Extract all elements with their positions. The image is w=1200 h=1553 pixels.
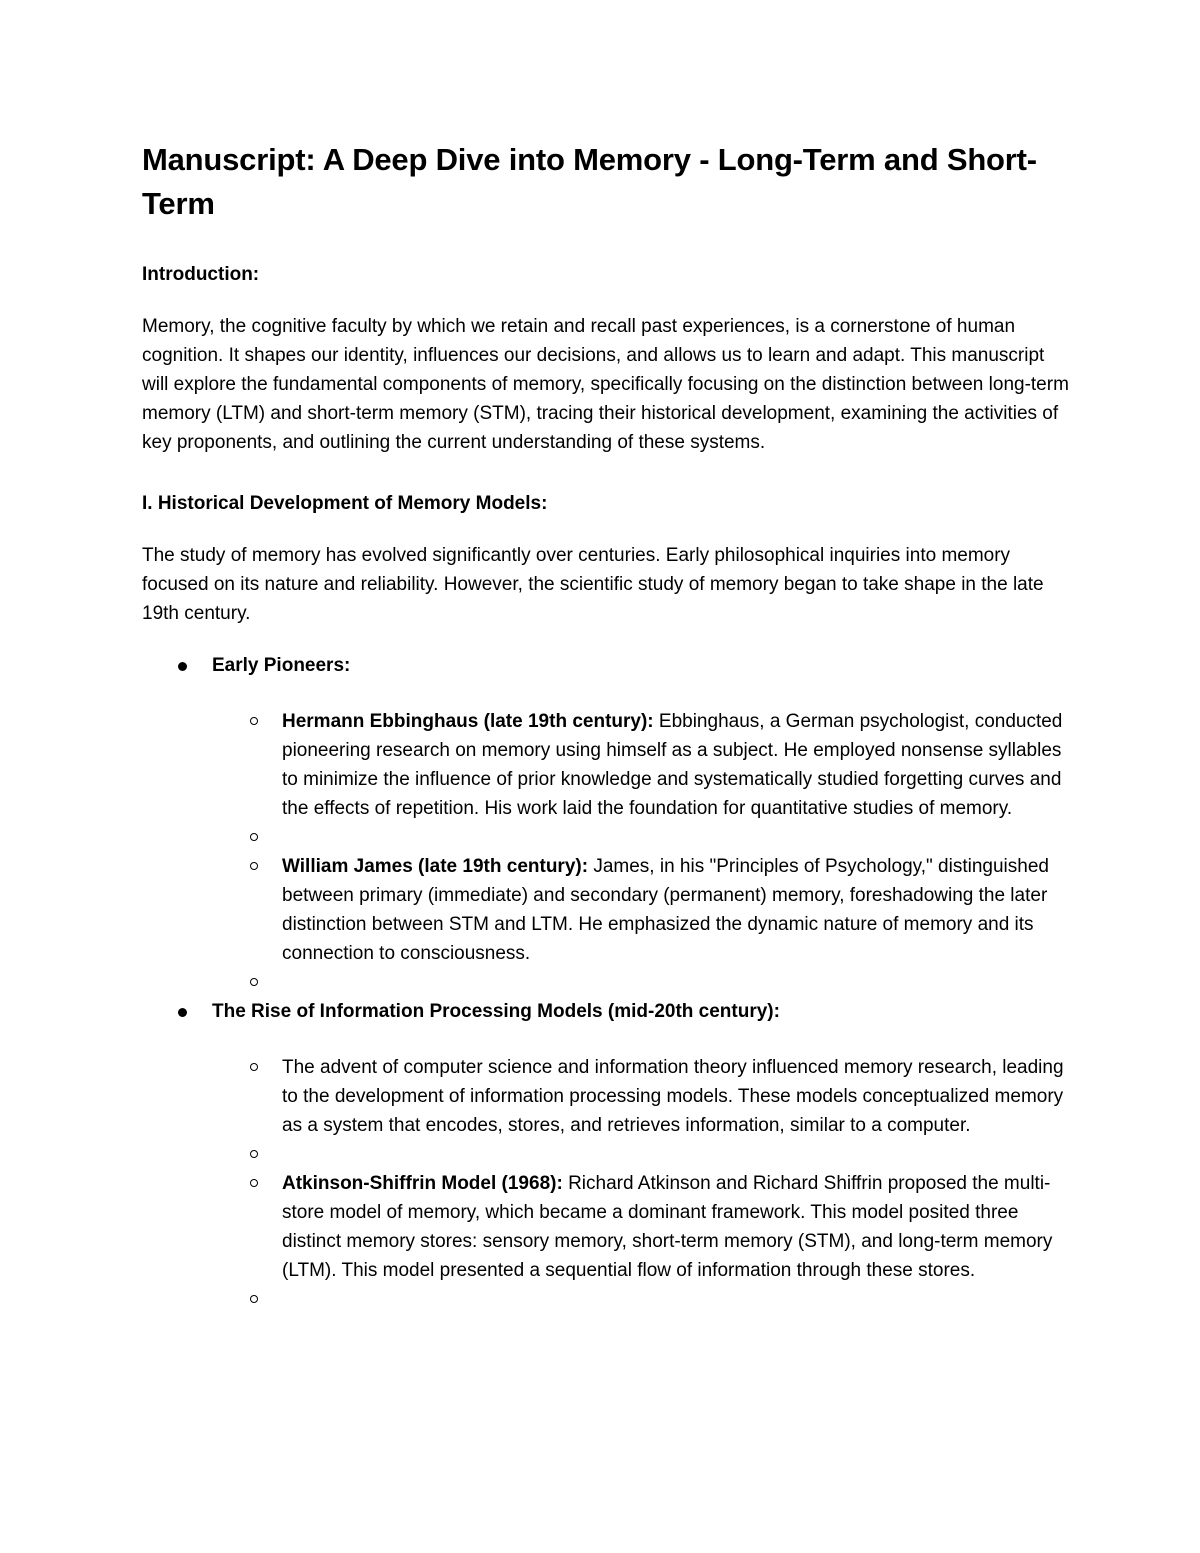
circle-bullet-icon (250, 1295, 258, 1303)
sub-list-item (212, 1169, 1072, 1285)
sub-item-text: Ebbinghaus, a German psychologist, conducted pioneering research on memory using himself as a subject. He employed nonsense syllables to minimize the influence of prior knowledge and systematically studied forgetting curves and the effects of repetition. His work laid the foundation for quantitative studies of memory. (282, 711, 1063, 819)
sub-list (212, 1053, 1072, 1314)
document-page (142, 138, 1072, 1314)
document-title: Manuscript: A Deep Dive into Memory - Long-Term and Short-Term (142, 142, 1037, 221)
bullet-icon (178, 662, 187, 671)
circle-bullet-icon (250, 1150, 258, 1158)
sub-list-item (212, 968, 1072, 997)
circle-bullet-icon (250, 833, 258, 841)
section-paragraph: The study of memory has evolved significantly over centuries. Early philosophical inquiries into memory focused on its nature and reliability. However, the scientific study of memory began to take shape in the late 19th century. (142, 545, 1044, 624)
bullet-label: The Rise of Information Processing Models (mid-20th century): (212, 1001, 780, 1022)
bullet-label: Early Pioneers: (212, 655, 351, 676)
sub-item-text: Richard Atkinson and Richard Shiffrin proposed the multi-store model of memory, which became a dominant framework. This model posited three distinct memory stores: sensory memory, short-term memory (STM), and long-term memory (LTM). This model presented a sequential flow of information through these stores. (282, 1173, 1053, 1281)
bullet-list (142, 651, 1072, 1314)
bullet-icon (178, 1008, 187, 1017)
circle-bullet-icon (250, 978, 258, 986)
section-heading: I. Historical Development of Memory Models: (142, 493, 548, 514)
sub-item-bold: Atkinson-Shiffrin Model (1968): (282, 1173, 563, 1194)
sub-list-item (212, 852, 1072, 968)
sub-list-item (212, 707, 1072, 823)
sub-item-text: James, in his "Principles of Psychology," distinguished between primary (immediate) and secondary (permanent) memory, foreshadowing the later distinction between STM and LTM. He emphasized the dynamic nature of memory and its connection to consciousness. (282, 856, 1049, 964)
sub-list-item (212, 1285, 1072, 1314)
sub-list-item (212, 823, 1072, 852)
intro-paragraph: Memory, the cognitive faculty by which we retain and recall past experiences, is a cornerstone of human cognition. It shapes our identity, influences our decisions, and allows us to learn and adapt. This manuscript will explore the fundamental components of memory, specifically focusing on the distinction between long-term memory (LTM) and short-term memory (STM), tracing their historical development, examining the activities of key proponents, and outlining the current understanding of these systems. (142, 316, 1069, 453)
circle-bullet-icon (250, 1063, 258, 1071)
bullet-item-information-processing (142, 997, 1072, 1314)
circle-bullet-icon (250, 1179, 258, 1187)
sub-item-bold: William James (late 19th century): (282, 856, 589, 877)
sub-list-item (212, 1140, 1072, 1169)
circle-bullet-icon (250, 862, 258, 870)
sub-list (212, 707, 1072, 997)
sub-list-item (212, 1053, 1072, 1140)
intro-heading: Introduction: (142, 264, 260, 285)
circle-bullet-icon (250, 717, 258, 725)
bullet-item-early-pioneers (142, 651, 1072, 997)
sub-item-text: The advent of computer science and information theory influenced memory research, leading to the development of information processing models. These models conceptualized memory as a system that encodes, stores, and retrieves information, similar to a computer. (282, 1057, 1064, 1136)
sub-item-bold: Hermann Ebbinghaus (late 19th century): (282, 711, 654, 732)
